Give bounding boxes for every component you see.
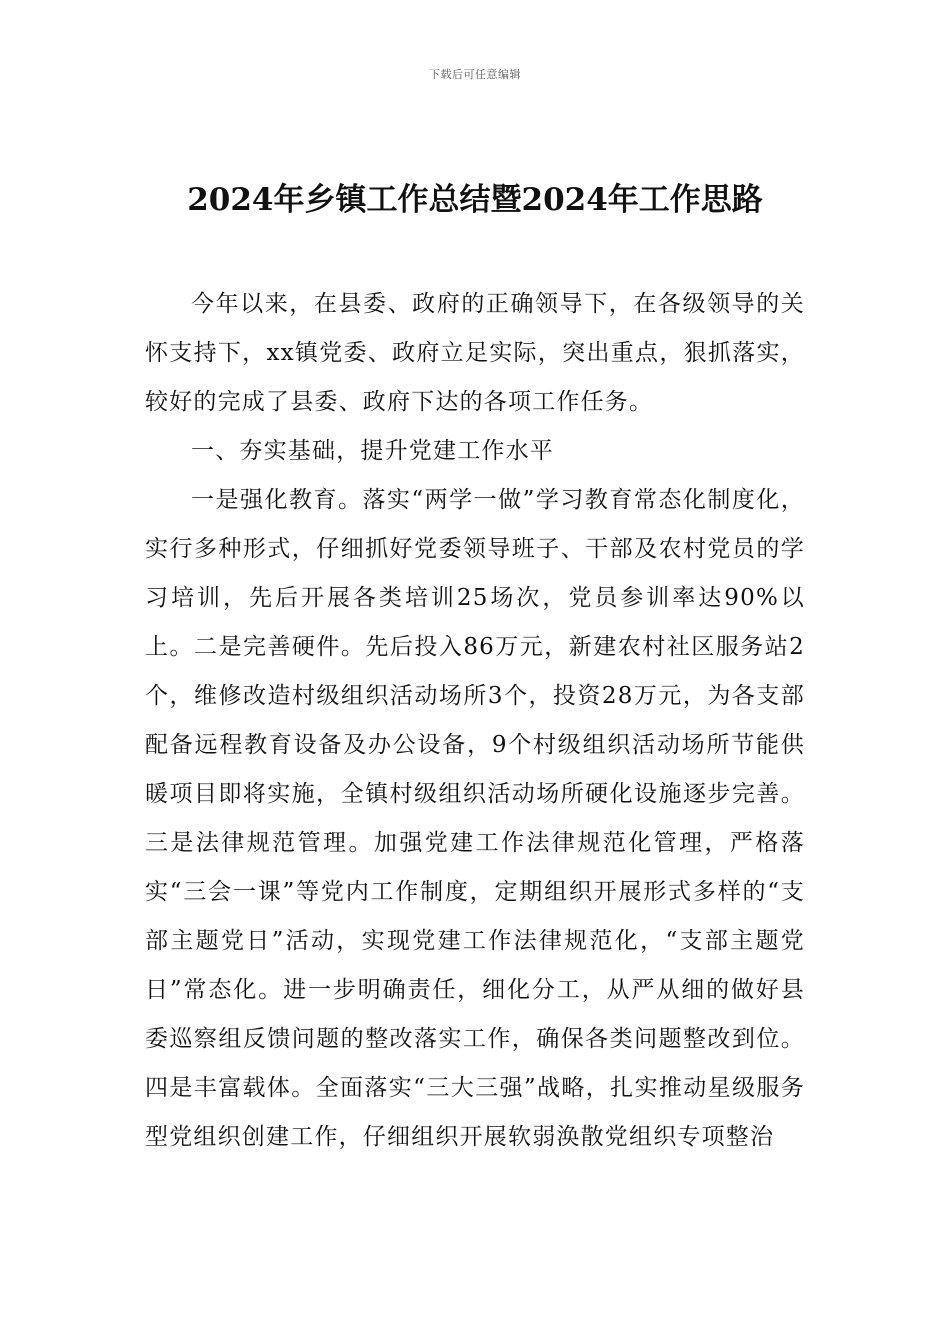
paragraph-intro: 今年以来，在县委、政府的正确领导下，在各级领导的关怀支持下，xx镇党委、政府立足实际，突出重点，狠抓落实，较好的完成了县委、政府下达的各项工作任务。	[145, 291, 805, 415]
document-title: 2024年乡镇工作总结暨2024年工作思路	[187, 182, 763, 218]
document-body	[145, 280, 805, 1162]
section-heading: 一、夯实基础，提升党建工作水平	[191, 438, 554, 464]
header-note: 下载后可任意编辑	[429, 68, 521, 81]
paragraph-party-building: 一是强化教育。落实“两学一做”学习教育常态化制度化，实行多种形式，仔细抓好党委领导班子、干部及农村党员的学习培训，先后开展各类培训25场次，党员参训率达90%以上。二是完善硬件。先后投入86万元，新建农村社区服务站2个，维修改造村级组织活动场所3个，投资28万元，为各支部配备远程教育设备及办公设备，9个村级组织活动场所节能供暖项目即将实施，全镇村级组织活动场所硬化设施逐步完善。三是法律规范管理。加强党建工作法律规范化管理，严格落实“三会一课”等党内工作制度，定期组织开展形式多样的“支部主题党日”活动，实现党建工作法律规范化，“支部主题党日”常态化。进一步明确责任，细化分工，从严从细的做好县委巡察组反馈问题的整改落实工作，确保各类问题整改到位。四是丰富载体。全面落实“三大三强”战略，扎实推动星级服务型党组织创建工作，仔细组织开展软弱涣散党组织专项整治	[145, 487, 805, 1150]
